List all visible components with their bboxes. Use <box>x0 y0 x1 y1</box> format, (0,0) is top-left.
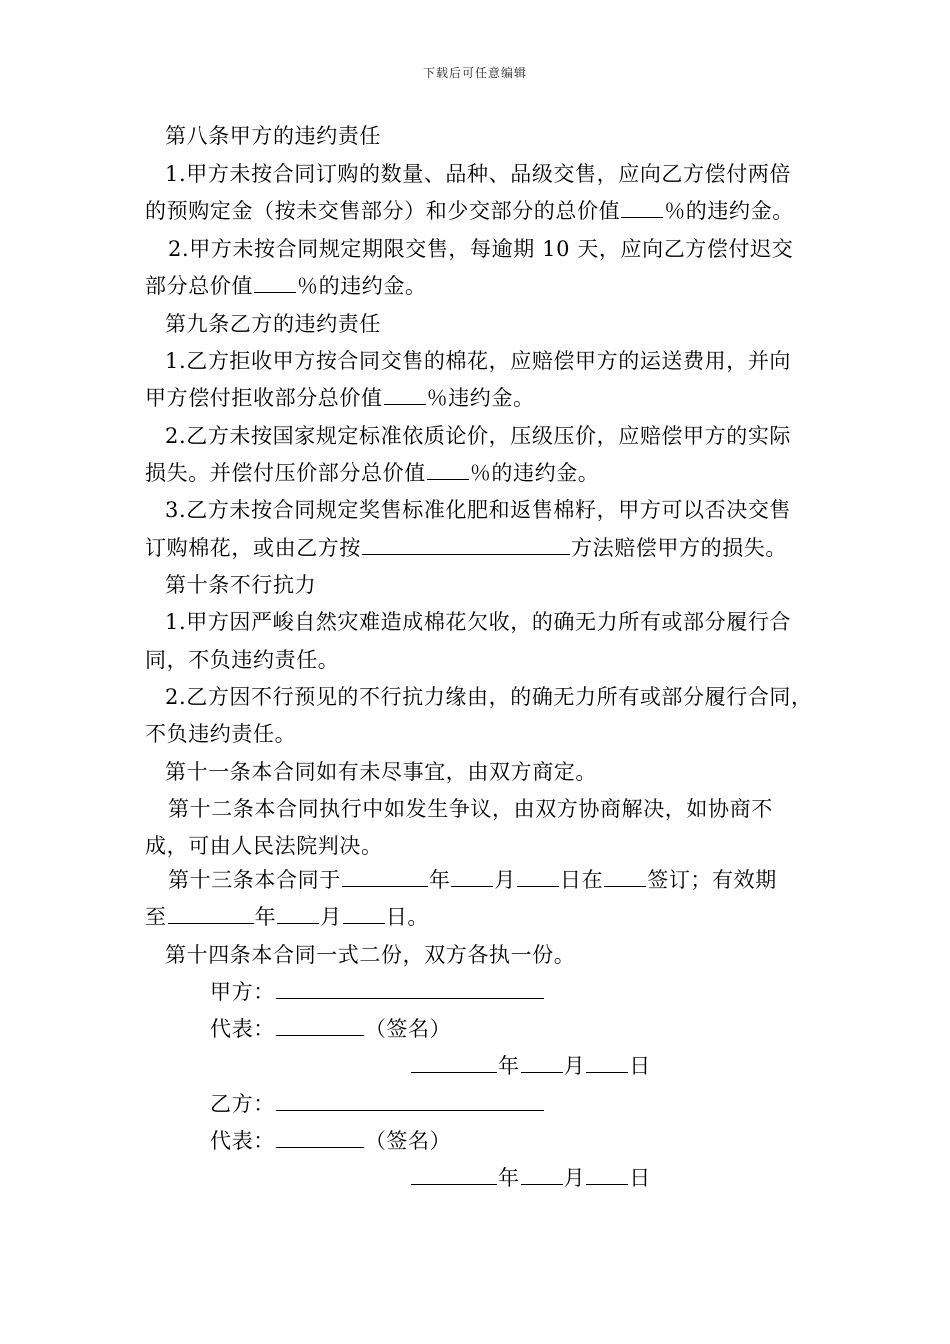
rep-label: 代表： <box>210 1129 275 1153</box>
text-segment: 至 <box>145 905 167 929</box>
text-segment: 月 <box>494 868 517 892</box>
year-label: 年 <box>498 1054 520 1078</box>
text-segment: ％的违约金。 <box>297 274 427 298</box>
article-13-line-2 <box>145 903 429 931</box>
party-a-line <box>210 978 545 1006</box>
article-14: 第十四条本合同一式二份，双方各执一份。 <box>165 943 576 967</box>
page-header: 下载后可任意编辑 <box>422 66 527 80</box>
text-segment: 的预购定金（按未交售部分）和少交部分的总价值 <box>145 199 621 223</box>
blank-field <box>277 903 319 924</box>
text-segment: 日。 <box>385 905 430 929</box>
rep-label: 代表： <box>210 1017 275 1041</box>
party-b-date-line <box>410 1164 651 1192</box>
article-11: 第十一条本合同如有未尽事宜，由双方商定。 <box>165 760 597 784</box>
article-9-clause-1-line-2 <box>145 384 535 412</box>
blank-field <box>621 197 663 218</box>
text-segment: ％的违约金。 <box>469 461 600 485</box>
text-segment: 签订；有效期 <box>647 868 777 892</box>
rep-signature-blank <box>276 1015 364 1036</box>
blank-field <box>362 534 570 555</box>
month-blank <box>521 1052 563 1073</box>
blank-field <box>451 866 493 887</box>
article-12-line-1: 第十二条本合同执行中如发生争议，由双方协商解决，如协商不 <box>168 797 773 821</box>
day-blank <box>586 1164 628 1185</box>
party-b-label: 乙方： <box>210 1092 275 1116</box>
article-9-clause-2-line-1: 2.乙方未按国家规定标准依质论价，压级压价，应赔偿甲方的实际 <box>165 424 792 448</box>
year-blank <box>411 1164 497 1185</box>
party-a-date-line <box>410 1052 651 1080</box>
text-segment: 损失。并偿付压价部分总价值 <box>145 461 426 485</box>
party-a-representative-line <box>210 1015 451 1043</box>
text-segment: 订购棉花，或由乙方按 <box>145 536 361 560</box>
blank-field <box>427 459 469 480</box>
text-segment: 月 <box>320 905 342 929</box>
sign-note: （签名） <box>364 1017 452 1041</box>
text-segment: 方法赔偿甲方的损失。 <box>571 536 787 560</box>
party-a-label: 甲方： <box>210 980 275 1004</box>
article-10-clause-2-line-2: 不负违约责任。 <box>145 722 297 746</box>
article-10-clause-1-line-2: 同，不负违约责任。 <box>145 648 340 672</box>
month-label: 月 <box>563 1054 586 1078</box>
day-blank <box>586 1052 628 1073</box>
text-segment: ％违约金。 <box>426 386 535 410</box>
article-9-title: 第九条乙方的违约责任 <box>165 312 381 336</box>
article-8-clause-2-line-1: 2.甲方未按合同规定期限交售，每逾期 10 天，应向乙方偿付迟交 <box>168 237 794 261</box>
sign-note: （签名） <box>364 1129 452 1153</box>
article-9-clause-1-line-1: 1.乙方拒收甲方按合同交售的棉花，应赔偿甲方的运送费用，并向 <box>165 349 792 373</box>
day-label: 日 <box>629 1054 651 1078</box>
rep-signature-blank <box>276 1127 364 1148</box>
article-10-clause-2-line-1: 2.乙方因不行预见的不行抗力缘由，的确无力所有或部分履行合同， <box>165 685 813 709</box>
blank-field <box>604 866 646 887</box>
article-9-clause-3-line-1: 3.乙方未按合同规定奖售标准化肥和返售棉籽，甲方可以否决交售 <box>165 498 792 522</box>
text-segment: 甲方偿付拒收部分总价值 <box>145 386 383 410</box>
article-10-title: 第十条不行抗力 <box>165 573 317 597</box>
blank-field <box>517 866 559 887</box>
day-label: 日 <box>629 1166 651 1190</box>
text-segment: ％的违约金。 <box>664 199 794 223</box>
article-8-clause-2-line-2 <box>145 272 427 300</box>
article-8-clause-1-line-2 <box>145 197 794 225</box>
text-segment: 日在 <box>560 868 604 892</box>
article-8-title: 第八条甲方的违约责任 <box>165 124 381 148</box>
year-blank <box>411 1052 497 1073</box>
month-blank <box>521 1164 563 1185</box>
blank-field <box>343 903 385 924</box>
year-label: 年 <box>498 1166 520 1190</box>
party-b-line <box>210 1090 545 1118</box>
blank-field <box>342 866 428 887</box>
article-13-line-1 <box>168 866 777 894</box>
month-label: 月 <box>563 1166 586 1190</box>
article-10-clause-1-line-1: 1.甲方因严峻自然灾难造成棉花欠收，的确无力所有或部分履行合 <box>165 610 792 634</box>
article-12-line-2: 成，可由人民法院判决。 <box>145 834 383 858</box>
blank-field <box>168 903 254 924</box>
text-segment: 年 <box>254 905 277 929</box>
blank-field <box>384 384 426 405</box>
article-9-clause-2-line-2 <box>145 459 599 487</box>
text-segment: 第十三条本合同于 <box>168 868 341 892</box>
text-segment: 年 <box>428 868 451 892</box>
party-a-blank <box>276 978 544 999</box>
article-9-clause-3-line-2 <box>145 534 787 562</box>
party-b-blank <box>276 1090 544 1111</box>
party-b-representative-line <box>210 1127 451 1155</box>
blank-field <box>254 272 296 293</box>
article-8-clause-1-line-1: 1.甲方未按合同订购的数量、品种、品级交售，应向乙方偿付两倍 <box>165 162 792 186</box>
text-segment: 部分总价值 <box>145 274 253 298</box>
